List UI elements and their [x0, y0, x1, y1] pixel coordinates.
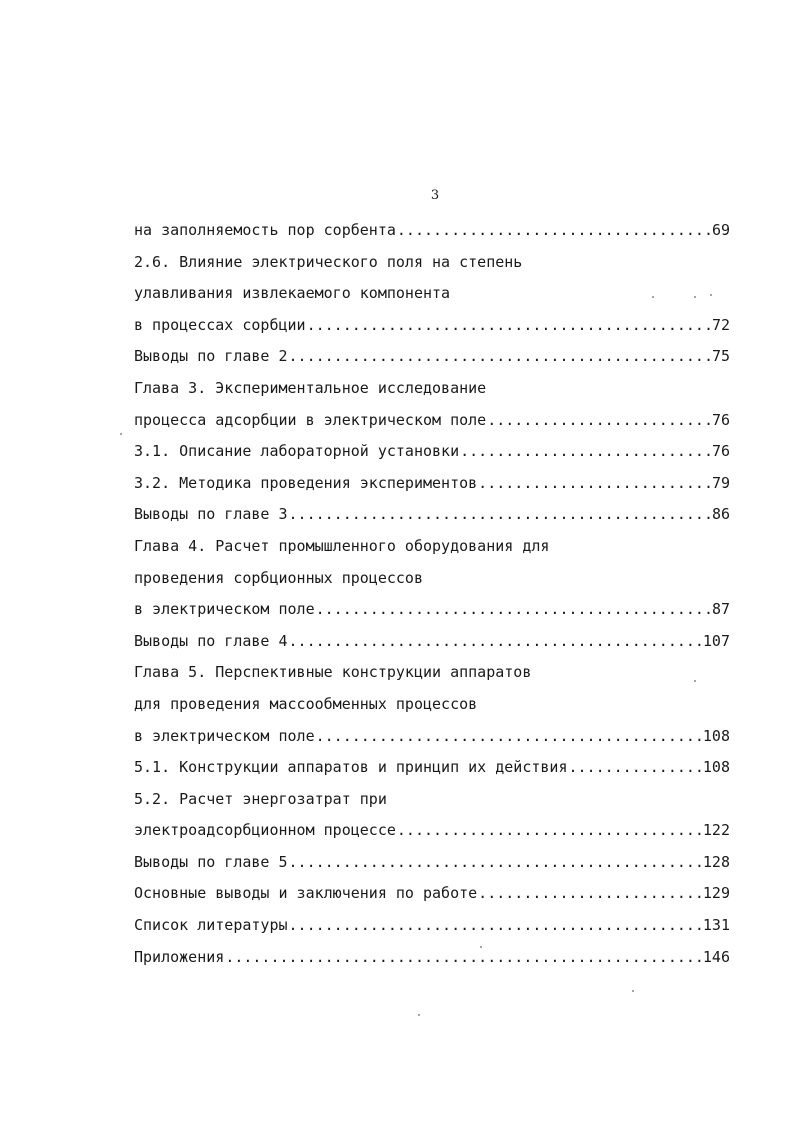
- toc-entry: [134, 910, 730, 942]
- toc-entry: [134, 657, 730, 689]
- toc-entry-title: электроадсорбционном процессе: [134, 821, 396, 840]
- toc-entry-page: 122: [702, 821, 730, 840]
- toc-dot-leader: [316, 594, 711, 626]
- toc-entry-title: Глава 3. Экспериментальное исследование: [134, 378, 487, 397]
- toc-dot-leader: [568, 752, 701, 784]
- toc-entry: [134, 689, 730, 721]
- toc-entry-title: в электрическом поле: [134, 726, 315, 745]
- toc-entry: [134, 563, 730, 595]
- toc-entry: [134, 310, 730, 342]
- toc-entry-page: 76: [711, 442, 730, 461]
- toc-entry-page: 72: [711, 315, 730, 334]
- toc-entry-page: 75: [711, 347, 730, 366]
- toc-dot-leader: [225, 942, 702, 974]
- toc-entry-title: процесса адсорбции в электрическом поле: [134, 410, 487, 429]
- toc-entry-title: Приложения: [134, 947, 225, 966]
- toc-dot-leader: [478, 878, 702, 910]
- scan-speck: [632, 990, 634, 992]
- toc-entry-title: для проведения массообменных процессов: [134, 694, 478, 713]
- toc-dot-leader: [460, 436, 711, 468]
- toc-entry: [134, 815, 730, 847]
- toc-entry-title: Выводы по главе 2: [134, 347, 288, 366]
- toc-dot-leader: [289, 341, 711, 373]
- toc-dot-leader: [487, 405, 711, 437]
- scan-speck: [480, 946, 482, 948]
- toc-entry-title: Выводы по главе 5: [134, 852, 288, 871]
- toc-dot-leader: [307, 310, 711, 342]
- toc-entry-title: Основные выводы и заключения по работе: [134, 884, 478, 903]
- toc-entry: [134, 847, 730, 879]
- toc-entry-title: 3.1. Описание лабораторной установки: [134, 442, 460, 461]
- toc-entry: [134, 721, 730, 753]
- toc-entry: [134, 405, 730, 437]
- toc-entry-page: 79: [711, 473, 730, 492]
- toc-entry-title: 2.6. Влияние электрического поля на степень: [134, 252, 523, 271]
- toc-entry: [134, 752, 730, 784]
- toc-entry-title: улавливания извлекаемого компонента: [134, 284, 451, 303]
- toc-dot-leader: [397, 215, 711, 247]
- toc-entry: [134, 499, 730, 531]
- toc-entry: [134, 531, 730, 563]
- toc-entry-page: 128: [702, 852, 730, 871]
- toc-entry-page: 86: [711, 505, 730, 524]
- toc-entry: [134, 594, 730, 626]
- toc-entry-title: Глава 4. Расчет промышленного оборудования для: [134, 536, 550, 555]
- scan-speck: [418, 1014, 420, 1016]
- toc-entry-page: 108: [702, 758, 730, 777]
- toc-entry-page: 146: [702, 947, 730, 966]
- toc-entry-page: 76: [711, 410, 730, 429]
- toc-entry-page: 107: [702, 631, 730, 650]
- toc-entry-title: 5.2. Расчет энергозатрат при: [134, 789, 387, 808]
- toc-entry-page: 108: [702, 726, 730, 745]
- toc-entry-title: 3.2. Методика проведения экспериментов: [134, 473, 478, 492]
- toc-entry-page: 69: [711, 221, 730, 239]
- scan-speck: [120, 433, 122, 435]
- toc-dot-leader: [289, 847, 702, 879]
- toc-entry-page: 87: [711, 600, 730, 619]
- toc-entry: [134, 278, 730, 310]
- toc-entry-title: Глава 5. Перспективные конструкции аппаратов: [134, 663, 532, 682]
- scan-speck: [694, 680, 696, 682]
- toc-entry: [134, 436, 730, 468]
- toc-entry: [134, 626, 730, 658]
- toc-entry: [134, 784, 730, 816]
- toc-entry: [134, 247, 730, 279]
- toc-entry: [134, 373, 730, 405]
- toc-entry: [134, 215, 730, 247]
- table-of-contents: [134, 215, 730, 973]
- toc-dot-leader: [478, 468, 711, 500]
- toc-dot-leader: [289, 626, 702, 658]
- toc-dot-leader: [316, 721, 702, 753]
- toc-entry: [134, 878, 730, 910]
- toc-entry: [134, 468, 730, 500]
- toc-entry-title: 5.1. Конструкции аппаратов и принцип их действия: [134, 758, 568, 777]
- toc-entry-title: в электрическом поле: [134, 600, 315, 619]
- scan-speck: [652, 296, 654, 298]
- toc-dot-leader: [397, 815, 702, 847]
- toc-entry: [134, 341, 730, 373]
- toc-entry-page: 131: [702, 916, 730, 935]
- toc-dot-leader: [289, 499, 711, 531]
- toc-entry-title: Выводы по главе 3: [134, 505, 288, 524]
- toc-entry-title: проведения сорбционных процессов: [134, 568, 423, 587]
- scan-speck: [694, 296, 696, 298]
- toc-entry-title: в процессах сорбции: [134, 315, 306, 334]
- toc-dot-leader: [289, 910, 702, 942]
- toc-entry-title: Выводы по главе 4: [134, 631, 288, 650]
- scan-speck: [710, 294, 712, 296]
- toc-entry: [134, 942, 730, 974]
- toc-entry-title: на заполняемость пор сорбента: [134, 221, 396, 239]
- page-number: 3: [430, 188, 440, 203]
- toc-entry-page: 129: [702, 884, 730, 903]
- toc-entry-title: Список литературы: [134, 916, 288, 935]
